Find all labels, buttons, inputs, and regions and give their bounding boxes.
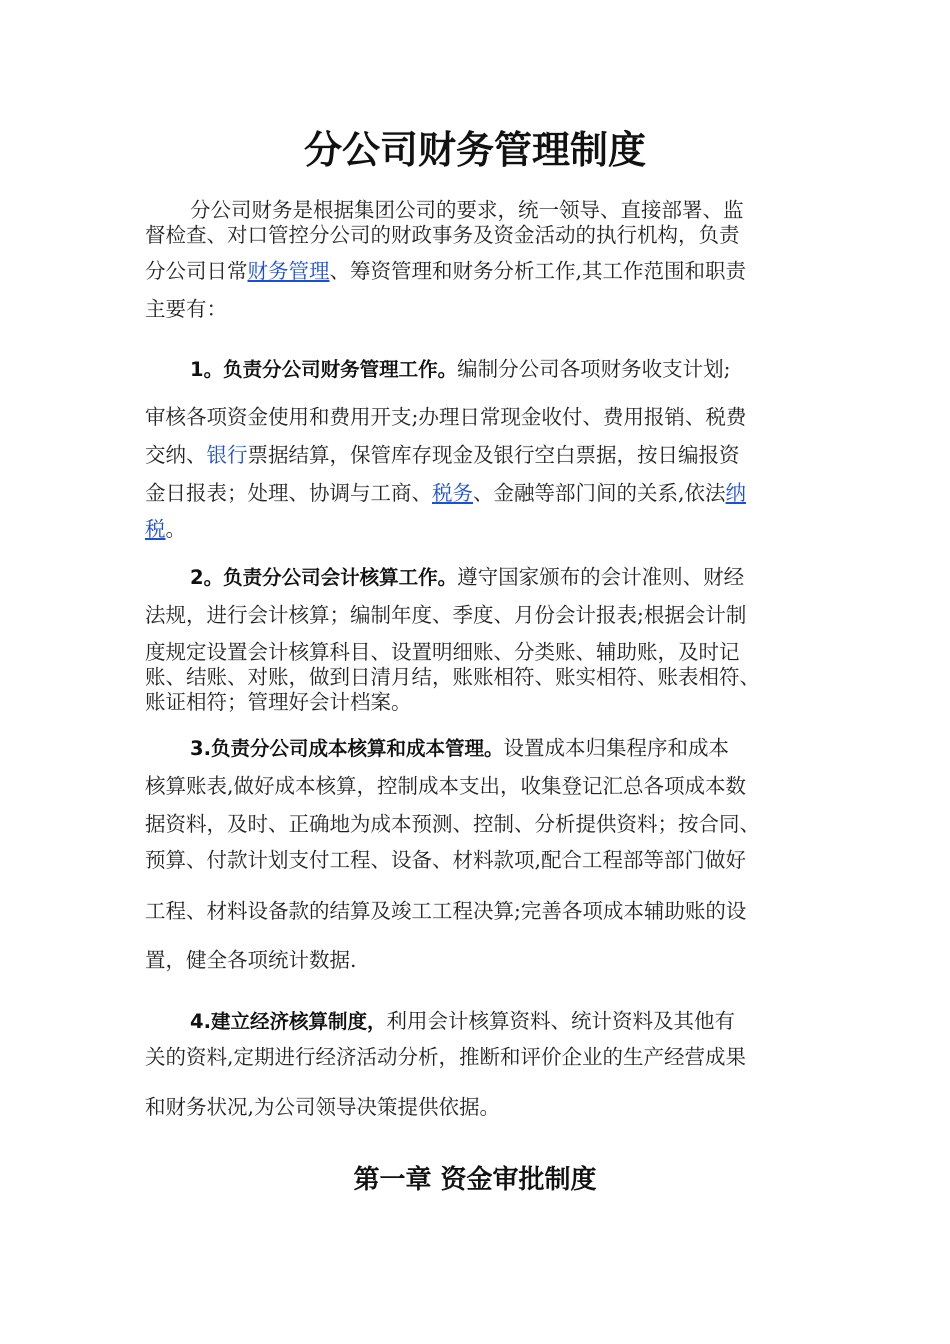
bank-link[interactable]: 银行 [206, 443, 248, 467]
intro-line-3 [145, 256, 746, 286]
intro-text: 分公司日常 [145, 259, 248, 283]
item3-line-6: 置，健全各项统计数据. [145, 948, 357, 972]
item1-text: 交纳、 [145, 443, 207, 467]
pay-tax-link-part2[interactable]: 税 [145, 517, 166, 541]
finance-management-link[interactable]: 财务管理 [247, 259, 330, 283]
item1-line-2: 审核各项资金使用和费用开支;办理日常现金收付、费用报销、税费 [145, 405, 747, 429]
item2-line-1 [190, 562, 744, 593]
item1-line-5 [145, 514, 186, 544]
item1-heading: 1。负责分公司财务管理工作。 [190, 358, 458, 381]
item4-line-3: 和财务状况,为公司领导决策提供依据。 [145, 1095, 501, 1119]
item4-line-1 [190, 1006, 735, 1037]
item1-text: 金日报表；处理、协调与工商、 [145, 481, 432, 505]
item1-text: 、金融等部门间的关系,依法 [473, 481, 726, 505]
item3-heading: 3.负责分公司成本核算和成本管理。 [190, 737, 504, 760]
item2-line-3: 度规定设置会计核算科目、设置明细账、分类账、辅助账，及时记 [145, 640, 740, 664]
item1-line-1 [190, 354, 730, 385]
item3-text: 设置成本归集程序和成本 [503, 736, 729, 760]
intro-line-1: 分公司财务是根据集团公司的要求，统一领导、直接部署、监 [190, 198, 744, 222]
item4-text: 利用会计核算资料、统计资料及其他有 [386, 1009, 735, 1033]
item2-line-4: 账、结账、对账，做到日清月结，账账相符、账实相符、账表相符、 [145, 665, 760, 689]
pay-tax-link-part1[interactable]: 纳 [725, 481, 747, 505]
item1-text: 票据结算，保管库存现金及银行空白票据，按日编报资 [247, 443, 740, 467]
intro-line-4: 主要有： [145, 297, 227, 321]
intro-line-2: 督检查、对口管控分公司的财政事务及资金活动的执行机构，负责 [145, 223, 740, 247]
item2-line-5: 账证相符；管理好会计档案。 [145, 690, 412, 714]
item1-line-4 [145, 478, 746, 508]
item1-line-3 [145, 440, 740, 470]
chapter-heading: 第一章 资金审批制度 [353, 1165, 597, 1195]
item3-line-4: 预算、付款计划支付工程、设备、材料款项,配合工程部等部门做好 [145, 848, 747, 872]
item3-line-3: 据资料，及时、正确地为成本预测、控制、分析提供资料；按合同、 [145, 812, 760, 836]
item3-line-5: 工程、材料设备款的结算及竣工工程决算;完善各项成本辅助账的设 [145, 899, 747, 923]
intro-text: 、筹资管理和财务分析工作,其工作范围和职责 [329, 259, 747, 283]
item1-text: 编制分公司各项财务收支计划; [457, 357, 731, 381]
tax-affairs-link[interactable]: 税务 [432, 481, 473, 505]
item1-text: 。 [165, 517, 186, 541]
item2-line-2: 法规，进行会计核算；编制年度、季度、月份会计报表;根据会计制 [145, 603, 747, 627]
item4-heading: 4.建立经济核算制度， [190, 1010, 387, 1033]
item4-line-2: 关的资料,定期进行经济活动分析，推断和评价企业的生产经营成果 [145, 1045, 747, 1069]
item3-line-2: 核算账表,做好成本核算，控制成本支出，收集登记汇总各项成本数 [145, 774, 747, 798]
item2-text: 遵守国家颁布的会计准则、财经 [457, 565, 745, 589]
item3-line-1 [190, 733, 729, 764]
document-title: 分公司财务管理制度 [303, 128, 646, 172]
item2-heading: 2。负责分公司会计核算工作。 [190, 566, 458, 589]
